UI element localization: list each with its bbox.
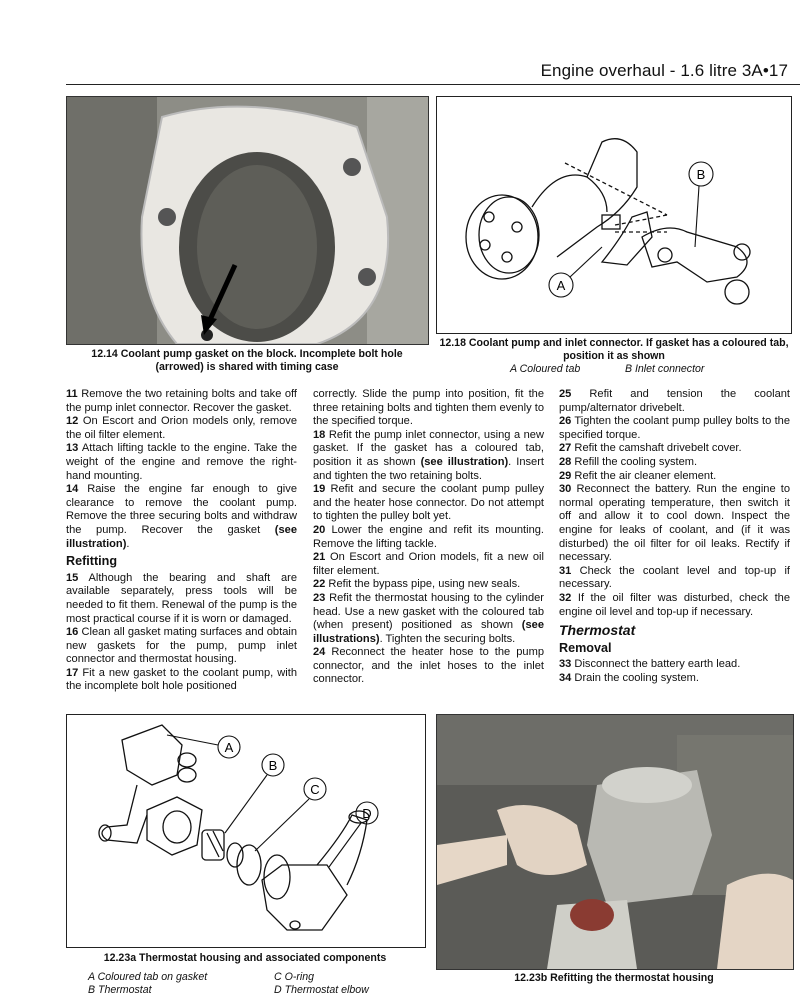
heading-removal: Removal <box>559 640 612 655</box>
para-14: 14 Raise the engine far enough to give clearance to remove the coolant pump. Remove the three securing bolts and withdraw the pump. Recover the gasket (see illustration). <box>66 483 297 550</box>
legend-item-d: D Thermostat elbow <box>274 984 369 996</box>
legend-item-b: B Thermostat <box>88 984 152 996</box>
label-d-12-23a: D <box>362 806 372 821</box>
legend-12-18 <box>510 363 790 376</box>
photo-12-23b <box>436 714 794 970</box>
para-22: 22 Refit the bypass pipe, using new seals. <box>313 578 521 591</box>
para-33: 33 Disconnect the battery earth lead. <box>559 658 741 671</box>
para-31: 31 Check the coolant level and top-up if necessary. <box>559 564 790 591</box>
text-column-2 <box>313 388 544 687</box>
para-16: 16 Clean all gasket mating surfaces and obtain new gaskets for the pump, pump inlet connector and thermostat housing. <box>66 626 297 666</box>
caption-12-23a: 12.23a Thermostat housing and associated components <box>103 952 387 964</box>
label-a-12-23a: A <box>224 740 234 755</box>
para-30: 30 Reconnect the battery. Run the engine to normal operating temperature, then switch it off and allow it to cool down. Inspect the engine for leaks of coolant, and (if it was disturbed) the oil filter for oil leaks. Rectify if necessary. <box>559 483 790 564</box>
para-25: 25 Refit and tension the coolant pump/alternator drivebelt. <box>559 388 790 414</box>
caption-12-14: 12.14 Coolant pump gasket on the block. Incomplete bolt hole (arrowed) is shared with timing case <box>91 348 403 373</box>
para-15: 15 Although the bearing and shaft are available separately, press tools will be needed to fit them. Renewal of the pump is the most practical course if it is worn or damaged. <box>66 571 297 625</box>
text-column-3 <box>559 388 790 685</box>
legend-12-23a <box>88 971 408 997</box>
page-title: Engine overhaul - 1.6 litre 3A•17 <box>540 61 788 80</box>
photo-12-23b-art <box>437 715 793 969</box>
para-24: 24 Reconnect the heater hose to the pump connector, and the inlet hoses to the inlet connector. <box>313 646 544 686</box>
para-17-cont: correctly. Slide the pump into position, fit the three retaining bolts and tighten them evenly to the specified torque. <box>313 388 544 428</box>
heading-thermostat: Thermostat <box>559 622 636 639</box>
figure-12-23a-art <box>67 715 425 947</box>
para-21: 21 On Escort and Orion models, fit a new oil filter element. <box>313 551 544 577</box>
legend-item-a: A Coloured tab <box>510 363 581 375</box>
para-13: 13 Attach lifting tackle to the engine. Take the weight of the engine and remove the right-hand mounting. <box>66 442 297 482</box>
legend-item-b: B Inlet connector <box>624 363 705 375</box>
para-26: 26 Tighten the coolant pump pulley bolts to the specified torque. <box>559 415 790 441</box>
para-28: 28 Refill the cooling system. <box>559 455 698 468</box>
photo-12-14-art <box>67 97 428 344</box>
legend-item-a: A Coloured tab on gasket <box>88 971 208 983</box>
para-32: 32 If the oil filter was disturbed, check the engine oil level and top-up if necessary. <box>559 591 790 618</box>
photo-12-14 <box>66 96 429 345</box>
heading-refitting: Refitting <box>66 554 118 569</box>
figure-12-18-art <box>437 97 791 333</box>
figure-12-18 <box>436 96 792 334</box>
figure-12-23a <box>66 714 426 948</box>
para-27: 27 Refit the camshaft drivebelt cover. <box>559 442 742 455</box>
header-rule <box>66 84 800 85</box>
para-18: 18 Refit the pump inlet connector, using a new gasket. If the gasket has a coloured tab, position it as shown (see illustration). Insert and tighten the two retaining bolts. <box>313 428 544 482</box>
page-header <box>0 58 800 84</box>
para-20: 20 Lower the engine and refit its mounting. Remove the lifting tackle. <box>313 523 544 550</box>
caption-12-23b: 12.23b Refitting the thermostat housing <box>514 972 714 984</box>
legend-item-c: C O-ring <box>274 971 315 983</box>
para-29: 29 Refit the air cleaner element. <box>559 469 717 482</box>
para-11: 11 Remove the two retaining bolts and take off the pump inlet connector. Recover the gasket. <box>66 388 297 414</box>
caption-12-18: 12.18 Coolant pump and inlet connector. If gasket has a coloured tab, position it as shown <box>439 337 789 362</box>
label-b-12-18: B <box>696 167 706 182</box>
para-12: 12 On Escort and Orion models only, remove the oil filter element. <box>66 415 297 441</box>
para-19: 19 Refit and secure the coolant pump pulley and the heater hose connector. Do not attempt to tighten the pulley bolt yet. <box>313 483 544 523</box>
para-34: 34 Drain the cooling system. <box>559 671 699 684</box>
label-c-12-23a: C <box>310 782 320 797</box>
text-column-1 <box>66 388 297 694</box>
para-17: 17 Fit a new gasket to the coolant pump, with the incomplete bolt hole positioned <box>66 666 297 693</box>
label-a-12-18: A <box>556 278 566 293</box>
label-b-12-23a: B <box>268 758 278 773</box>
para-23: 23 Refit the thermostat housing to the cylinder head. Use a new gasket with the coloured tab (when present) positioned as shown (see illustrations). Tighten the securing bolts. <box>313 591 544 645</box>
